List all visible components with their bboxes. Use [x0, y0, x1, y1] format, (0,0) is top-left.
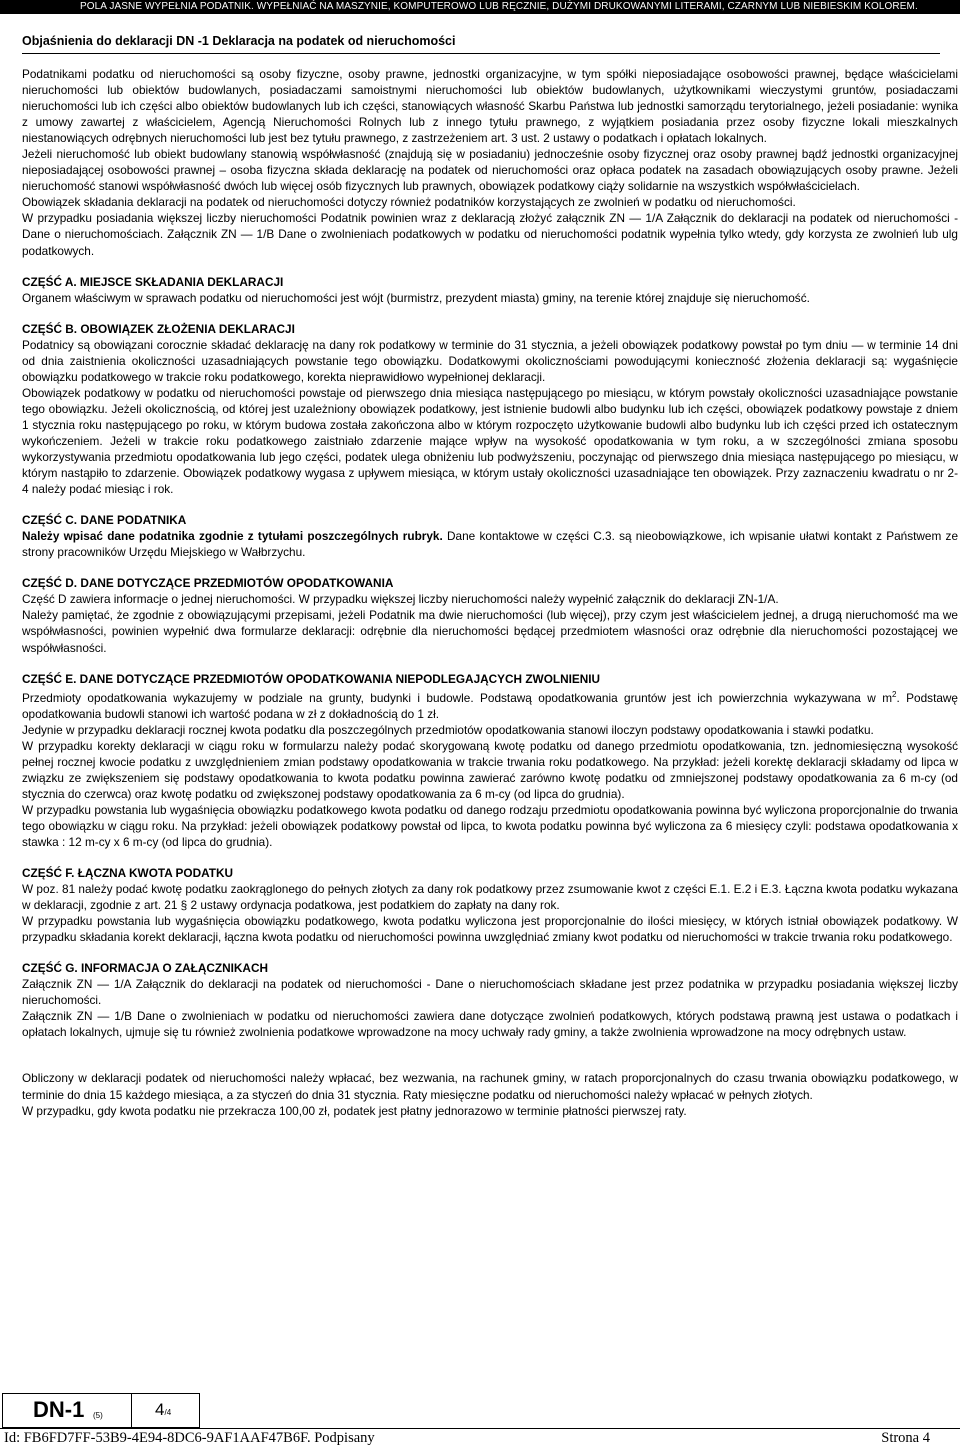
section-b-paragraph-1: Podatnicy są obowiązani corocznie składać deklarację na dany rok podatkowy w terminie do 31 stycznia, a jeżeli obowiązek podatkowy powstał po tym dniu — w terminie 14 dni od dnia zaistnienia okoliczności uzasadniających powstanie tego obowiązku. Dodatkowymi okolicznościami powodującymi konieczność złożenia deklaracji są: wygaśnięcie obowiązku podatkowego w trakcie roku podatkowego, korekta nieprawidłowo wypełnionej deklaracji. [22, 337, 958, 384]
form-code: DN-1 [33, 1397, 85, 1422]
section-e-text-b: . Podstawę opodatkowania budowli stanowi ich wartość podana w zł z dokładnością do 1 zł. [22, 690, 958, 721]
closing-paragraph-2: W przypadku, gdy kwota podatku nie przekracza 100,00 zł, podatek jest płatny jednorazowo w terminie płatności pierwszej raty. [22, 1103, 687, 1118]
form-code-box [2, 1393, 200, 1428]
section-c-bold-text: Należy wpisać dane podatnika zgodnie z tytułami poszczególnych rubryk. [22, 529, 443, 544]
closing-paragraph-1: Obliczony w deklaracji podatek od nieruchomości należy wpłacać, bez wezwania, na rachunek gminy, w ratach proporcjonalnych do czasu trwania obowiązku podatkowego, w terminie do dnia 15 każdego miesiąca, a za styczeń do dnia 31 stycznia. Raty miesięczne podatku od nieruchomości należy wpłacać w pełnych złotych. [22, 1071, 958, 1102]
section-g-heading: CZĘŚĆ G. INFORMACJA O ZAŁĄCZNIKACH [22, 961, 268, 976]
section-e-paragraph-4: W przypadku powstania lub wygaśnięcia obowiązku podatkowego kwota podatku od danego rodzaju przedmiotu opodatkowania powinna być wyliczona proporcjonalnie do trwania tego obowiązku w ciągu roku. Na przykład: jeżeli obowiązek podatkowy powstał od lipca, to kwota podatku powinna być wyliczona za 6 miesięcy czyli: podstawa opodatkowania x stawka : 12 m-cy x 6 m-cy (od lipca do grudnia). [22, 802, 958, 849]
document-id: Id: FB6FD7FF-53B9-4E94-8DC6-9AF1AAF47B6F. Podpisany [4, 1430, 375, 1446]
section-e-heading: CZĘŚĆ E. DANE DOTYCZĄCE PRZEDMIOTÓW OPODATKOWANIA NIEPODLEGAJĄCYCH ZWOLNIENIU [22, 671, 601, 686]
section-a-heading: CZĘŚĆ A. MIEJSCE SKŁADANIA DEKLARACJI [22, 274, 284, 289]
section-e-superscript: 2 [892, 689, 897, 699]
form-version: (5) [93, 1411, 103, 1420]
title-rule [22, 53, 940, 54]
section-f-heading: CZĘŚĆ F. ŁĄCZNA KWOTA PODATKU [22, 865, 234, 880]
section-g-paragraph-1: Załącznik ZN — 1/A Załącznik do deklaracji na podatek od nieruchomości - Dane o nieruchomościach składane jest przez podatnika w przypadku posiadania większej liczby nieruchomości. [22, 977, 958, 1008]
section-c-heading: CZĘŚĆ C. DANE PODATNIKA [22, 513, 187, 528]
section-e-paragraph-3: W przypadku korekty deklaracji w ciągu roku w formularzu należy podać skorygowaną kwotę podatku od danego przedmiotu opodatkowania, tzn. jednomiesięczną wysokość pełnej rocznej kwocie podatku z uwzględnieniem zmian podstawy opodatkowania w trakcie trwania roku podatkowego. Na przykład: jeżeli korektę deklaracji składamy od lipca w związku ze zwiększeniem się podstawy opodatkowania to kwota podatku powinna zawierać zarówno kwotę podatku od zmniejszonej podstawy opodatkowania za 6 m-cy (od stycznia do czerwca) oraz kwotę podatku od zwiększonej podstawy opodatkowania za 6 m-cy (od lipca do grudnia). [22, 738, 958, 801]
intro-paragraph-1: Podatnikami podatku od nieruchomości są osoby fizyczne, osoby prawne, jednostki organizacyjne, w tym spółki nieposiadające osobowości prawnej, będące właścicielami nieruchomości lub obiektów budowlanych, posiadaczami samoistnymi nieruchomości lub obiektów budowlanych, użytkownikami wieczystymi gruntów, posiadaczami nieruchomości lub ich części albo obiektów budowlanych lub ich części, stanowiących własność Skarbu Państwa lub jednostki samorządu terytorialnego, jeżeli posiadanie: wynika z umowy zawartej z właścicielem, Agencją Nieruchomości Rolnych lub z innego tytułu prawnego, z wyjątkiem posiadania przez osoby fizyczne lokali mieszkalnych niestanowiących odrębnych nieruchomości lub jest bez tytułu prawnego, z zastrzeżeniem art. 3 ust. 2 ustawy o podatkach i opłatach lokalnych. [22, 67, 958, 146]
section-f-paragraph-1: W poz. 81 należy podać kwotę podatku zaokrąglonego do pełnych złotych za dany rok podatkowy przez zsumowanie kwot z części E.1. E.2 i E.3. Łączna kwota podatku wykazana w deklaracji, zgodnie z art. 21 § 2 ustawy ordynacja podatkowa, jest podatkiem do zapłaty na dany rok. [22, 882, 958, 913]
section-f-paragraph-2: W przypadku powstania lub wygaśnięcia obowiązku podatkowego, kwota podatku wyliczona jest proporcjonalnie do ilości miesięcy, w których istniał obowiązek podatkowy. W przypadku składania korekt deklaracji, łączna kwota podatku od nieruchomości powinna uwzględniać zmiany kwot podatku od nieruchomości w trakcie trwania roku podatkowego. [22, 914, 958, 945]
section-b-heading: CZĘŚĆ B. OBOWIĄZEK ZŁOŻENIA DEKLARACJI [22, 321, 295, 336]
page-total: /4 [164, 1408, 172, 1417]
top-instruction-bar: POLA JASNE WYPEŁNIA PODATNIK. WYPEŁNIAĆ NA MASZYNIE, KOMPUTEROWO LUB RĘCZNIE, DUŻYMI DRUKOWANYMI LITERAMI, CZARNYM LUB NIEBIESKIM KOLOREM. [0, 0, 960, 14]
page-label: Strona 4 [881, 1430, 930, 1446]
form-box-divider [131, 1394, 132, 1427]
form-page-number [155, 1400, 171, 1420]
section-d-heading: CZĘŚĆ D. DANE DOTYCZĄCE PRZEDMIOTÓW OPODATKOWANIA [22, 576, 394, 591]
document-title: Objaśnienia do deklaracji DN -1 Deklaracja na podatek od nieruchomości [22, 34, 456, 48]
section-b-paragraph-2: Obowiązek podatkowy w podatku od nieruchomości powstaje od pierwszego dnia miesiąca następującego po miesiącu, w którym powstały okoliczności uzasadniające powstanie tego obowiązku. Jeżeli okolicznością, od której jest uzależniony obowiązek podatkowy, jest istnienie budowli albo budynku lub ich części, obowiązek podatkowy powstaje z dniem 1 stycznia roku następującego po roku, w którym budowa została zakończona albo w którym rozpoczęto użytkowanie budowli albo budynku lub ich części przed ich ostatecznym wykończeniem. Jeżeli w trakcie roku podatkowego zaistniało zdarzenie mające wpływ na wysokość opodatkowania w tym roku, a w szczególności zmiana sposobu wykorzystywania przedmiotu opodatkowania lub jego części, podatek ulega obniżeniu lub podwyższeniu, poczynając od pierwszego dnia miesiąca następującego po miesiącu, w którym nastąpiło to zdarzenie. Obowiązek podatkowy wygasa z upływem miesiąca, w którym ustały okoliczności uzasadniające ten obowiązek. Przy zaznaczeniu kwadratu o nr 2-4 należy podać miesiąc i rok. [22, 385, 958, 497]
intro-paragraph-3: Obowiązek składania deklaracji na podatek od nieruchomości dotyczy również podatników korzystających ze zwolnień w podatku od nieruchomości. [22, 195, 796, 210]
section-d-paragraph-2: Należy pamiętać, że zgodnie z obowiązującymi przepisami, jeżeli Podatnik ma dwie nieruchomości (lub więcej), przy czym jest właścicielem jednej, a drugą nieruchomość ma we współwłasności, powinien wypełnić dwa formularze deklaracji: odrębnie dla nieruchomości będącej przedmiotem własności oraz odrębnie dla nieruchomości pozostającej we współwłasności. [22, 608, 958, 655]
section-a-paragraph: Organem właściwym w sprawach podatku od nieruchomości jest wójt (burmistrz, prezydent miasta) gminy, na terenie której znajduje się nieruchomość. [22, 290, 810, 305]
page-number: 4 [155, 1400, 165, 1419]
section-d-paragraph-1: Część D zawiera informacje o jednej nieruchomości. W przypadku większej liczby nieruchomości należy wypełnić załącznik do deklaracji ZN-1/A. [22, 592, 779, 607]
footer-rule [0, 1428, 960, 1429]
section-e-text-a: Przedmioty opodatkowania wykazujemy w podziale na grunty, budynki i budowle. Podstawą opodatkowania gruntów jest ich powierzchnia wykazywana w m [22, 690, 893, 705]
document-body [22, 66, 958, 1119]
section-e-paragraph-1 [22, 687, 958, 722]
intro-paragraph-2: Jeżeli nieruchomość lub obiekt budowlany stanowią współwłasność (znajdują się w posiadaniu) jednocześnie osoby fizycznej oraz osoby prawnej bądź jednostki organizacyjnej nieposiadającej osobowości prawnej – osoba fizyczna składa deklarację na podatek od nieruchomości oraz opłaca podatek na zasadach obowiązujących osoby prawne. Jeżeli nieruchomość stanowi współwłasność dwóch lub więcej osób fizycznych lub prawnych, obowiązek podatkowy ciąży solidarnie na wszystkich współwłaścicielach. [22, 147, 958, 194]
section-c-text: Dane kontaktowe w części C.3. są nieobowiązkowe, ich wpisanie ułatwi kontakt z Państwem ze strony pracowników Urzędu Miejskiego w Wałbrzychu. [22, 529, 959, 560]
section-e-paragraph-2: Jedynie w przypadku deklaracji rocznej kwota podatku dla poszczególnych przedmiotów opodatkowania stanowi iloczyn podstawy opodatkowania i stawki podatku. [22, 722, 874, 737]
section-g-paragraph-2: Załącznik ZN — 1/B Dane o zwolnieniach w podatku od nieruchomości zawiera dane dotyczące zwolnień podatkowych, których podstawą prawną jest ustawa o podatkach i opłatach lokalnych, ujmuje się tu również zwolnienia podatkowe wprowadzone na mocy uchwały rady gminy, a także zwolnienia wprowadzone na mocy odrębnych ustaw. [22, 1009, 958, 1040]
intro-paragraph-4: W przypadku posiadania większej liczby nieruchomości Podatnik powinien wraz z deklaracją złożyć załącznik ZN — 1/A Załącznik do deklaracji na podatek od nieruchomości - Dane o nieruchomościach. Załącznik ZN — 1/B Dane o zwolnieniach podatkowych w podatku od nieruchomości podatnik wypełnia tylko wtedy, gdy korzysta ze zwolnień lub ulg podatkowych. [22, 211, 958, 258]
section-c-paragraph [22, 528, 958, 560]
